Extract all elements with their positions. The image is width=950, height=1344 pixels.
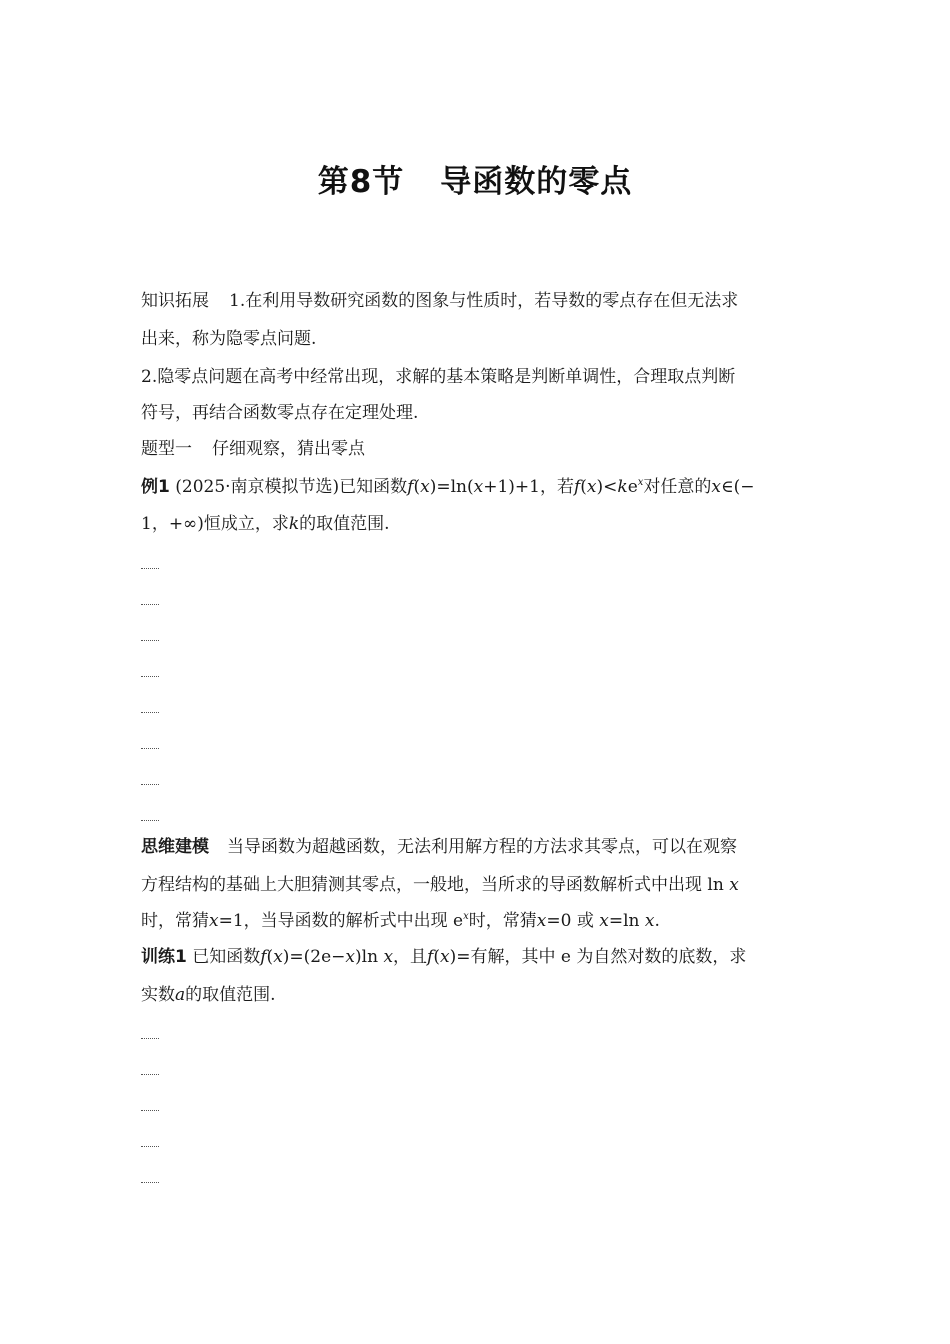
answer-line xyxy=(141,640,159,641)
answer-line xyxy=(141,712,159,713)
answer-line xyxy=(141,1182,159,1183)
thinking-label: 思维建模 xyxy=(141,837,209,857)
training-1-label: 训练1 xyxy=(141,947,187,967)
thinking-line-1: 思维建模 当导函数为超越函数，无法利用解方程的方法求其零点，可以在观察 xyxy=(141,837,737,857)
example-1-line-2: 1，+∞)恒成立，求k的取值范围. xyxy=(141,514,390,534)
training-1-line-1: 训练1 已知函数f(x)=(2e−x)ln x，且f(x)=有解，其中 e 为自然对数的底数，求 xyxy=(141,947,747,967)
answer-line xyxy=(141,784,159,785)
knowledge-label: 知识拓展 xyxy=(141,291,209,311)
knowledge-line-2: 出来，称为隐零点问题. xyxy=(141,329,317,349)
page-title xyxy=(0,156,950,201)
answer-line xyxy=(141,1110,159,1111)
knowledge-line-4: 符号，再结合函数零点存在定理处理. xyxy=(141,403,419,423)
answer-line xyxy=(141,1146,159,1147)
thinking-line-3: 时，常猜x=1，当导函数的解析式中出现 $e^x$时，常猜x=0 或 x=ln x. xyxy=(141,911,660,931)
knowledge-line-3: 2.隐零点问题在高考中经常出现，求解的基本策略是判断单调性，合理取点判断 xyxy=(141,367,736,387)
section-heading: 题型一 仔细观察，猜出零点 xyxy=(141,439,365,459)
training-1-line-2: 实数a的取值范围. xyxy=(141,985,276,1005)
title-topic: 导函数的零点 xyxy=(440,164,633,200)
answer-line xyxy=(141,1038,159,1039)
answer-line xyxy=(141,1074,159,1075)
knowledge-line-1: 知识拓展 1.在利用导数研究函数的图象与性质时，若导数的零点存在但无法求 xyxy=(141,291,739,311)
answer-line xyxy=(141,604,159,605)
answer-line xyxy=(141,748,159,749)
example-1-source: (2025·南京模拟节选) xyxy=(175,477,340,497)
answer-line xyxy=(141,820,159,821)
example-1-label: 例1 xyxy=(141,477,170,497)
thinking-line-2: 方程结构的基础上大胆猜测其零点，一般地，当所求的导函数解析式中出现 ln x xyxy=(141,875,739,895)
title-section-number: 第8节 xyxy=(317,164,405,200)
answer-line xyxy=(141,676,159,677)
example-1-line-1: 例1 (2025·南京模拟节选)已知函数f(x)=ln(x+1)+1，若$f(x)<ke^x$对任意的x∈(− xyxy=(141,477,755,497)
answer-line xyxy=(141,568,159,569)
